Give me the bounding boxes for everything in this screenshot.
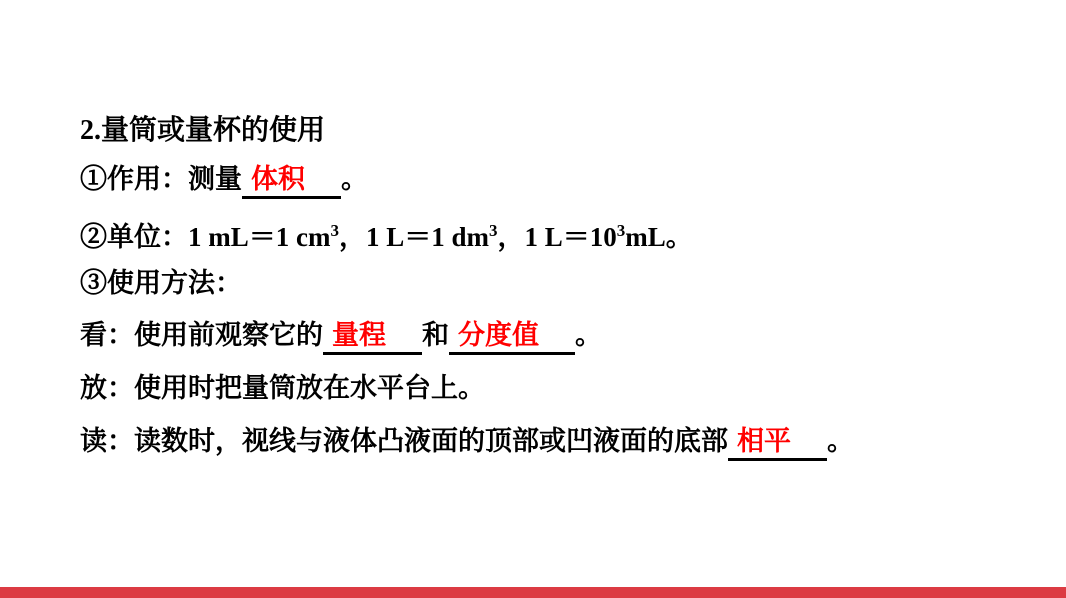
answer-volume: 体积 bbox=[251, 164, 305, 194]
blank-range bbox=[323, 320, 422, 355]
unit-superscript: 3 bbox=[489, 221, 498, 240]
answer-range: 量程 bbox=[332, 320, 386, 350]
line-read bbox=[80, 423, 854, 461]
unit-segment: ②单位：1 mL＝1 cm bbox=[80, 222, 331, 252]
line-unit bbox=[80, 213, 693, 255]
unit-segment: ，1 L＝1 dm bbox=[338, 222, 490, 252]
unit-superscript: 3 bbox=[616, 221, 626, 240]
unit-segment: mL。 bbox=[625, 222, 693, 252]
line-read-suffix: 。 bbox=[827, 426, 854, 456]
unit-segment: ，1 L＝10 bbox=[497, 222, 617, 252]
unit-superscript: 3 bbox=[330, 221, 339, 240]
slide-heading: 2.量筒或量杯的使用 bbox=[80, 115, 326, 146]
blank-volume bbox=[242, 164, 341, 199]
line-look-middle: 和 bbox=[422, 320, 449, 350]
line-function-prefix: ①作用：测量 bbox=[80, 164, 242, 194]
answer-division-value: 分度值 bbox=[458, 320, 539, 350]
line-method: ③使用方法： bbox=[80, 268, 242, 298]
line-function-suffix: 。 bbox=[341, 164, 368, 194]
line-read-prefix: 读：读数时，视线与液体凸液面的顶部或凹液面的底部 bbox=[80, 426, 728, 456]
line-look-prefix: 看：使用前观察它的 bbox=[80, 320, 323, 350]
line-function bbox=[80, 161, 368, 199]
line-look-suffix: 。 bbox=[575, 320, 602, 350]
answer-level: 相平 bbox=[737, 426, 791, 456]
blank-division-value bbox=[449, 320, 575, 355]
blank-level bbox=[728, 426, 827, 461]
line-look bbox=[80, 317, 602, 355]
line-place: 放：使用时把量筒放在水平台上。 bbox=[80, 373, 485, 403]
bottom-accent-bar bbox=[0, 587, 1066, 598]
